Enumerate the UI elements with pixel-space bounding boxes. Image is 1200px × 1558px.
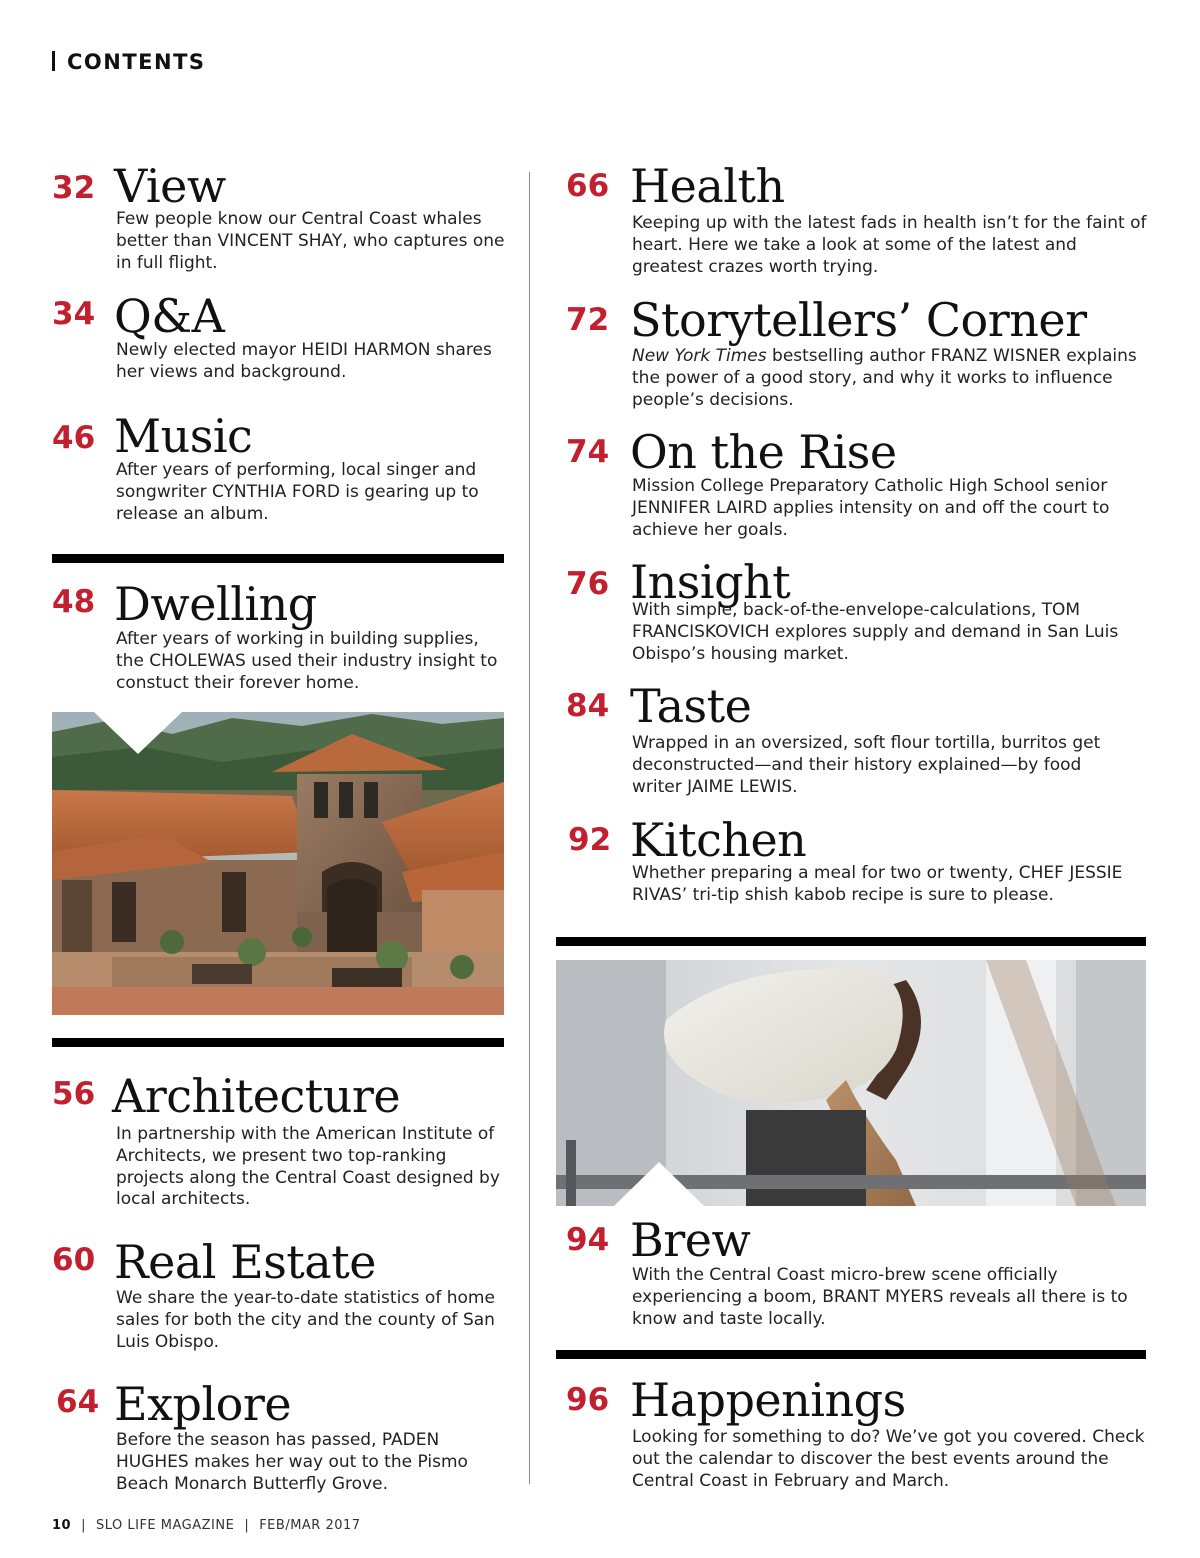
toc-entry-view[interactable] — [52, 158, 512, 278]
section-rule — [556, 937, 1146, 946]
page-number: 46 — [52, 420, 96, 456]
section-header — [52, 50, 206, 74]
toc-entry-architecture[interactable] — [52, 1068, 512, 1218]
page-number: 84 — [566, 688, 610, 724]
entry-description: With simple, back-of-the-envelope-calculations, TOM FRANCISKOVICH explores supply and demand in San Luis Obispo’s housing market. — [632, 600, 1119, 664]
entry-title: View — [114, 159, 226, 213]
entry-description: In partnership with the American Institute of Architects, we present two top-ranking projects along the Central Coast designed by local architects. — [116, 1124, 500, 1210]
entry-description: Newly elected mayor HEIDI HARMON shares her views and background. — [116, 340, 492, 382]
section-rule — [556, 1350, 1146, 1359]
description-text: bestselling author FRANZ WISNER explains the power of a good story, and why it works to influence people’s decisions. — [632, 346, 1137, 410]
toc-entry-brew[interactable] — [566, 1212, 1156, 1337]
toc-entry-music[interactable] — [52, 408, 512, 528]
page-number: 76 — [566, 566, 610, 602]
page-number: 96 — [566, 1382, 610, 1418]
page-number: 74 — [566, 434, 610, 470]
entry-title: Taste — [630, 679, 752, 733]
section-rule — [52, 554, 504, 563]
toc-entry-real-estate[interactable] — [52, 1234, 512, 1354]
entry-description: After years of working in building supplies, the CHOLEWAS used their industry insight to constuct their forever home. — [116, 629, 498, 693]
entry-title: Real Estate — [114, 1235, 376, 1289]
toc-entry-health[interactable] — [566, 158, 1156, 283]
entry-title: Kitchen — [630, 813, 807, 867]
toc-entry-kitchen[interactable] — [566, 812, 1156, 912]
page-number: 94 — [566, 1222, 610, 1258]
entry-description: Keeping up with the latest fads in health isn’t for the faint of heart. Here we take a look at some of the latest and greatest crazes worth trying. — [632, 213, 1147, 277]
entry-description — [632, 346, 1152, 411]
entry-title: Health — [630, 159, 785, 213]
entry-description: Before the season has passed, PADEN HUGHES makes her way out to the Pismo Beach Monarch Butterfly Grove. — [116, 1430, 468, 1494]
column-divider — [529, 172, 530, 1484]
page-number: 56 — [52, 1076, 96, 1112]
footer-page-number: 10 — [52, 1518, 72, 1533]
footer-issue: FEB/MAR 2017 — [259, 1518, 361, 1533]
page-number: 64 — [56, 1384, 100, 1420]
entry-title: Dwelling — [114, 577, 317, 631]
toc-entry-qa[interactable] — [52, 288, 512, 388]
entry-title: Insight — [630, 555, 791, 609]
entry-title: Brew — [630, 1213, 751, 1267]
entry-title: Happenings — [630, 1373, 906, 1427]
page-number: 32 — [52, 170, 96, 206]
entry-title: Architecture — [112, 1069, 401, 1123]
page-number: 72 — [566, 302, 610, 338]
entry-description: Mission College Preparatory Catholic High School senior JENNIFER LAIRD applies intensity on and off the court to achieve her goals. — [632, 476, 1110, 540]
header-bar — [52, 51, 55, 71]
entry-description: Few people know our Central Coast whales better than VINCENT SHAY, who captures one in full flight. — [116, 209, 505, 273]
entry-title: Explore — [114, 1377, 292, 1431]
dwelling-photo — [52, 712, 504, 1015]
toc-entry-dwelling[interactable] — [52, 576, 512, 696]
page-number: 48 — [52, 584, 96, 620]
toc-entry-on-the-rise[interactable] — [566, 424, 1156, 549]
page-number: 66 — [566, 168, 610, 204]
entry-description: With the Central Coast micro-brew scene officially experiencing a boom, BRANT MYERS reveals all there is to know and taste locally. — [632, 1265, 1128, 1329]
page-footer: 10 | SLO LIFE MAGAZINE | FEB/MAR 2017 — [52, 1518, 361, 1533]
page-number: 34 — [52, 296, 96, 332]
toc-entry-explore[interactable] — [52, 1376, 512, 1496]
entry-title: Music — [114, 409, 253, 463]
entry-description: We share the year-to-date statistics of home sales for both the city and the county of San Luis Obispo. — [116, 1288, 495, 1352]
entry-title: On the Rise — [630, 425, 897, 479]
header-label: CONTENTS — [67, 50, 206, 74]
toc-entry-happenings[interactable] — [566, 1372, 1156, 1497]
toc-entry-storytellers-corner[interactable] — [566, 292, 1156, 417]
section-rule — [52, 1038, 504, 1047]
page-number: 92 — [568, 822, 612, 858]
toc-entry-taste[interactable] — [566, 678, 1156, 803]
brew-photo — [556, 960, 1146, 1206]
entry-title: Q&A — [114, 289, 225, 343]
entry-description: After years of performing, local singer and songwriter CYNTHIA FORD is gearing up to release an album. — [116, 460, 479, 524]
footer-magazine: SLO LIFE MAGAZINE — [95, 1518, 235, 1533]
entry-description: Looking for something to do? We’ve got you covered. Check out the calendar to discover the best events around the Central Coast in February and March. — [632, 1427, 1145, 1491]
publication-name: New York Times — [632, 346, 767, 366]
toc-entry-insight[interactable] — [566, 554, 1156, 674]
entry-description: Wrapped in an oversized, soft flour tortilla, burritos get deconstructed—and their history explained—by food writer JAIME LEWIS. — [632, 733, 1101, 797]
entry-description: Whether preparing a meal for two or twenty, CHEF JESSIE RIVAS’ tri-tip shish kabob recipe is sure to please. — [632, 863, 1123, 905]
entry-title: Storytellers’ Corner — [630, 293, 1087, 347]
page-number: 60 — [52, 1242, 96, 1278]
